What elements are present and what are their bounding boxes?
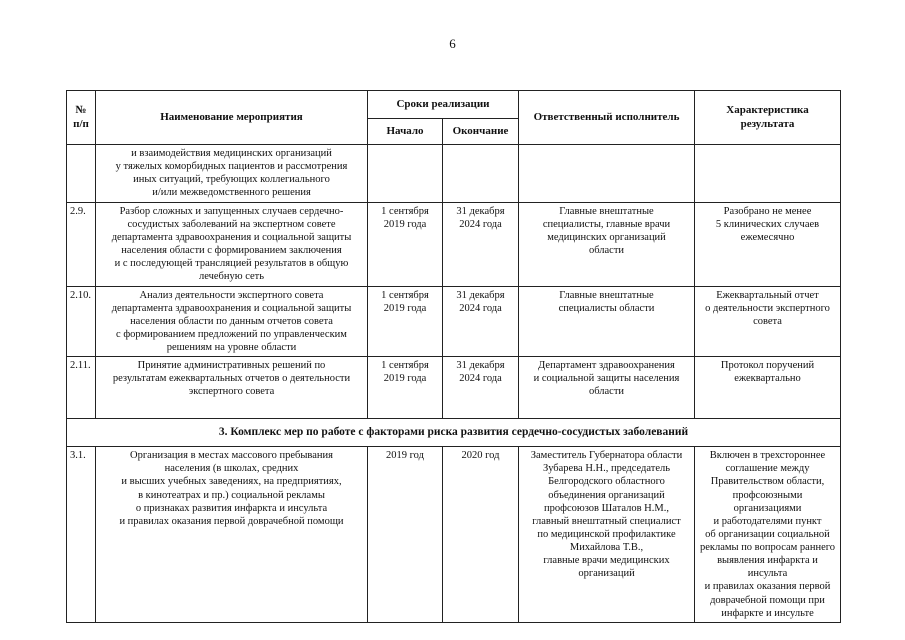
cell-name: Анализ деятельности экспертного совета департамента здравоохранения и социальной защиты населения области по данным отчетов совета с формированием предложений по управленческим решениям на уровне области — [96, 286, 368, 357]
header-terms: Сроки реализации — [368, 91, 519, 119]
cell-end: 2020 год — [443, 447, 519, 623]
cell-num: 2.11. — [67, 357, 96, 419]
table-row — [67, 357, 841, 419]
cell-start — [368, 145, 443, 203]
header-end: Окончание — [443, 119, 519, 145]
header-row — [67, 91, 841, 119]
cell-result: Ежеквартальный отчет о деятельности экспертного совета — [695, 286, 841, 357]
cell-end: 31 декабря 2024 года — [443, 202, 519, 286]
cell-responsible: Главные внештатные специалисты, главные врачи медицинских организаций области — [519, 202, 695, 286]
page-number: 6 — [449, 36, 456, 51]
header-num: № п/п — [67, 91, 96, 145]
cell-start: 1 сентября 2019 года — [368, 286, 443, 357]
cell-end: 31 декабря 2024 года — [443, 357, 519, 419]
cell-end — [443, 145, 519, 203]
table-row-continuation — [67, 145, 841, 203]
cell-start: 2019 год — [368, 447, 443, 623]
cell-result — [695, 145, 841, 203]
cell-num: 3.1. — [67, 447, 96, 623]
cell-responsible: Департамент здравоохранения и социальной защиты населения области — [519, 357, 695, 419]
cell-result: Разобрано не менее 5 клинических случаев ежемесячно — [695, 202, 841, 286]
table-row — [67, 447, 841, 623]
cell-end: 31 декабря 2024 года — [443, 286, 519, 357]
cell-num — [67, 145, 96, 203]
cell-num: 2.10. — [67, 286, 96, 357]
header-name: Наименование мероприятия — [96, 91, 368, 145]
section-row — [67, 419, 841, 447]
cell-num: 2.9. — [67, 202, 96, 286]
cell-responsible: Главные внештатные специалисты области — [519, 286, 695, 357]
events-table — [66, 90, 841, 623]
cell-responsible — [519, 145, 695, 203]
cell-name: Организация в местах массового пребывания населения (в школах, средних и высших учебных заведениях, на предприятиях, в кинотеатрах и пр.) социальной рекламы о признаках развития инфаркта и инсульта и правилах оказания первой доврачебной помощи — [96, 447, 368, 623]
cell-name: Принятие административных решений по результатам ежеквартальных отчетов о деятельности экспертного совета — [96, 357, 368, 419]
cell-responsible: Заместитель Губернатора области Зубарева Н.Н., председатель Белгородского областного объединения организаций профсоюзов Шаталов Н.М., главный внештатный специалист по медицинской профилактике Михайлова Т.В., главные врачи медицинских организаций — [519, 447, 695, 623]
section-title: 3. Комплекс мер по работе с факторами риска развития сердечно-сосудистых заболеваний — [67, 419, 841, 447]
header-result: Характеристика результата — [695, 91, 841, 145]
table-row — [67, 286, 841, 357]
cell-name: и взаимодействия медицинских организаций у тяжелых коморбидных пациентов и рассмотрения иных ситуаций, требующих коллегиального и/или межведомственного решения — [96, 145, 368, 203]
cell-name: Разбор сложных и запущенных случаев сердечно- сосудистых заболеваний на экспертном совете департамента здравоохранения и социальной защиты населения области с формированием заключения и с последующей трансляцией результатов в общую лечебную сеть — [96, 202, 368, 286]
cell-result: Включен в трехстороннее соглашение между Правительством области, профсоюзными организациями и работодателями пункт об организации социальной рекламы по вопросам раннего выявления инфаркта и инсульта и правилах оказания первой доврачебной помощи при инфаркте и инсульте — [695, 447, 841, 623]
cell-start: 1 сентября 2019 года — [368, 202, 443, 286]
header-start: Начало — [368, 119, 443, 145]
cell-result: Протокол поручений ежеквартально — [695, 357, 841, 419]
cell-start: 1 сентября 2019 года — [368, 357, 443, 419]
header-responsible: Ответственный исполнитель — [519, 91, 695, 145]
table-row — [67, 202, 841, 286]
